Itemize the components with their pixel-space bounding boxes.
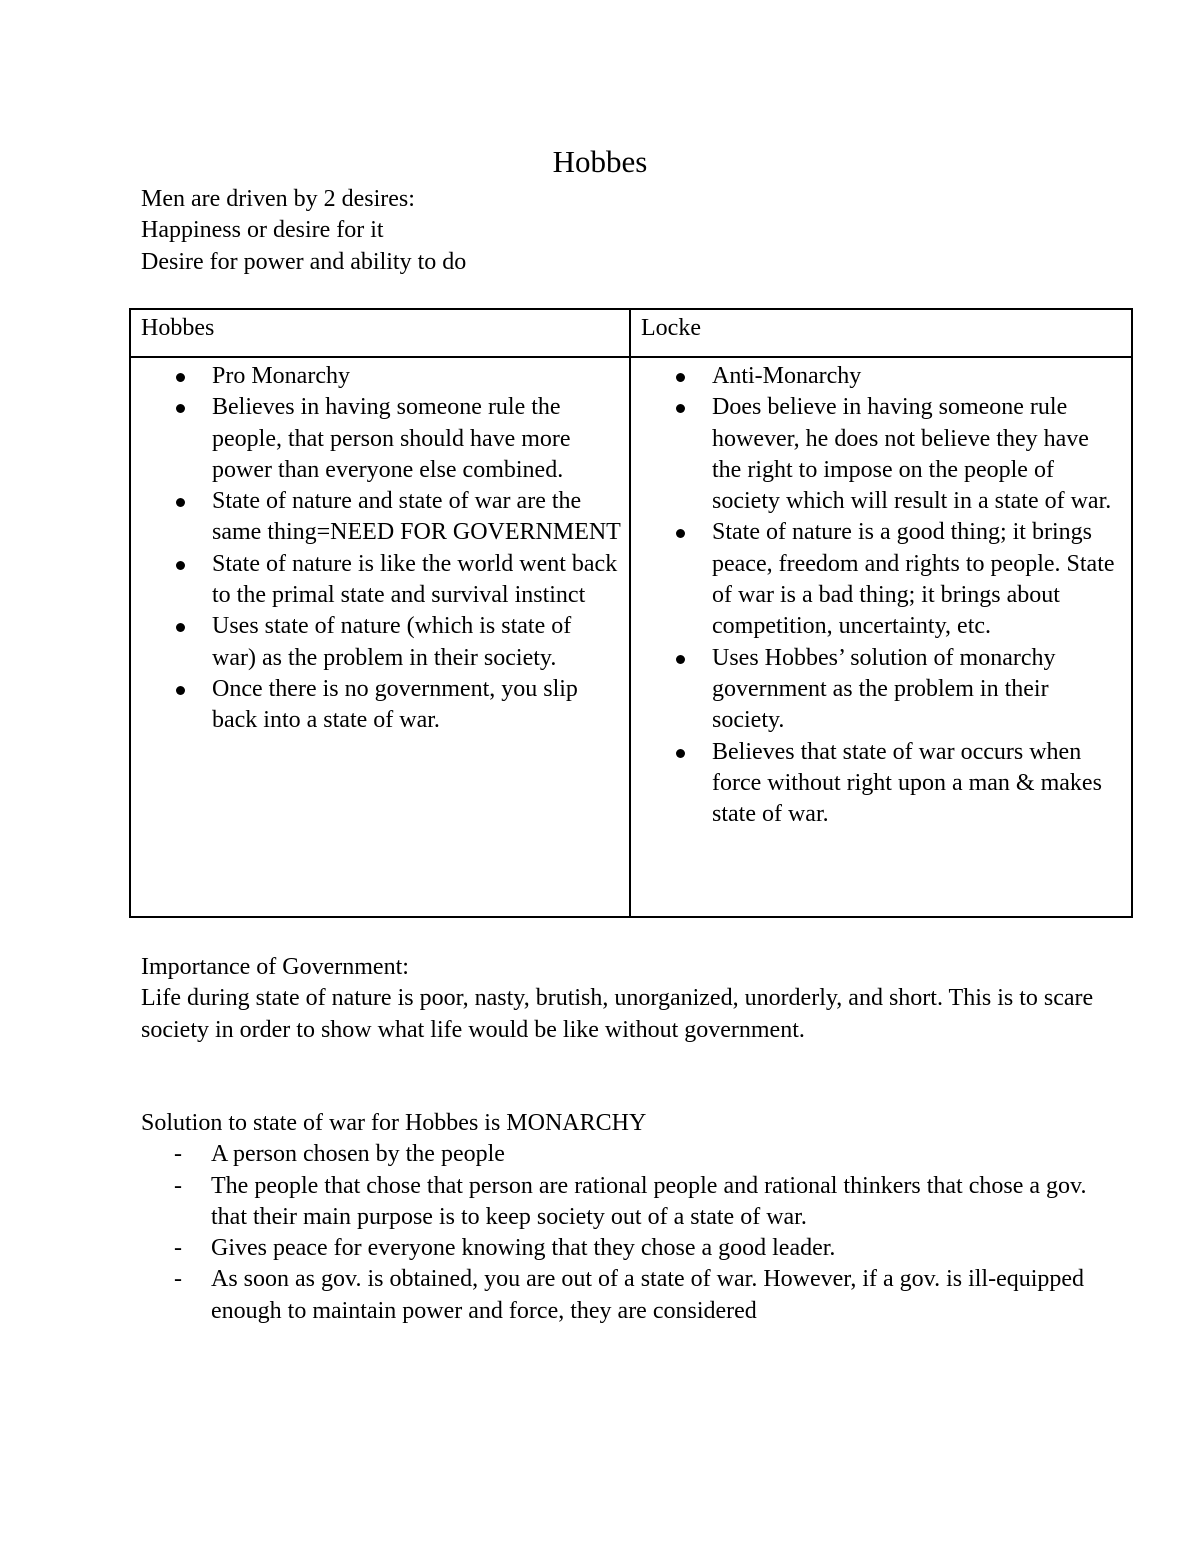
solution-list xyxy=(141,1139,1101,1327)
locke-cell xyxy=(630,357,1132,917)
bullet-icon xyxy=(176,498,185,507)
bullet-icon xyxy=(176,623,185,632)
locke-point xyxy=(631,737,1123,831)
solution-item-text: A person chosen by the people xyxy=(211,1141,505,1168)
bullet-icon xyxy=(676,529,685,538)
solution-item xyxy=(141,1171,1101,1234)
solution-item xyxy=(141,1233,1101,1264)
header-label-hobbes: Hobbes xyxy=(141,315,215,341)
hobbes-point-text: State of nature and state of war are the same thing=NEED FOR GOVERNMENT xyxy=(212,488,621,546)
bullet-icon xyxy=(176,373,185,382)
intro-block xyxy=(141,184,1121,278)
hobbes-point-text: Pro Monarchy xyxy=(212,363,350,389)
locke-point-text: Believes that state of war occurs when force without right upon a man & makes state of war. xyxy=(712,738,1102,828)
hobbes-bullet-list xyxy=(131,358,629,737)
solution-item-text: As soon as gov. is obtained, you are out of a state of war. However, if a gov. is ill-equipped enough to maintain power and force, they are considered xyxy=(211,1266,1085,1324)
locke-bullet-list xyxy=(631,358,1131,830)
hobbes-cell xyxy=(130,357,630,917)
hobbes-point xyxy=(131,611,621,674)
locke-point xyxy=(631,643,1123,737)
bullet-icon xyxy=(176,404,185,413)
locke-point-text: Anti-Monarchy xyxy=(712,363,862,389)
locke-point-text: State of nature is a good thing; it brings peace, freedom and rights to people. State of war is a bad thing; it brings about competition, uncertainty, etc. xyxy=(712,519,1115,640)
comparison-table xyxy=(129,308,1133,918)
hobbes-point xyxy=(131,486,621,549)
dash-icon: - xyxy=(174,1266,182,1293)
solution-heading: Solution to state of war for Hobbes is MONARCHY xyxy=(141,1110,647,1136)
locke-point xyxy=(631,361,1123,392)
header-cell-hobbes xyxy=(130,309,630,357)
header-label-locke: Locke xyxy=(641,315,701,341)
dash-icon: - xyxy=(174,1172,182,1199)
hobbes-point xyxy=(131,549,621,612)
importance-text: Life during state of nature is poor, nasty, brutish, unorganized, unorderly, and short. This is to scare society in order to show what life would be like without government. xyxy=(141,985,1094,1043)
intro-line: Happiness or desire for it xyxy=(141,217,384,244)
table-header-row xyxy=(130,309,1132,357)
dash-icon: - xyxy=(174,1235,182,1262)
solution-item xyxy=(141,1139,1101,1170)
solution-item-text: Gives peace for everyone knowing that they chose a good leader. xyxy=(211,1235,836,1262)
hobbes-point xyxy=(131,361,621,392)
bullet-icon xyxy=(676,749,685,758)
locke-point xyxy=(631,392,1123,517)
hobbes-point-text: State of nature is like the world went back to the primal state and survival instinct xyxy=(212,550,618,609)
page-title: Hobbes xyxy=(552,144,648,179)
hobbes-point xyxy=(131,392,621,486)
hobbes-point xyxy=(131,674,621,737)
importance-heading: Importance of Government: xyxy=(141,954,409,980)
locke-point-text: Does believe in having someone rule however, he does not believe they have the right to impose on the people of society which will result in a state of war. xyxy=(712,394,1112,515)
locke-point xyxy=(631,517,1123,642)
dash-icon: - xyxy=(174,1141,182,1168)
header-cell-locke xyxy=(630,309,1132,357)
hobbes-point-text: Believes in having someone rule the people, that person should have more power than everyone else combined. xyxy=(212,394,571,483)
table-body-row xyxy=(130,357,1132,917)
bullet-icon xyxy=(176,561,185,570)
hobbes-point-text: Once there is no government, you slip back into a state of war. xyxy=(212,675,578,734)
hobbes-point-text: Uses state of nature (which is state of war) as the problem in their society. xyxy=(212,613,572,671)
intro-line: Men are driven by 2 desires: xyxy=(141,186,415,212)
bullet-icon xyxy=(676,404,685,413)
solution-item-text: The people that chose that person are rational people and rational thinkers that chose a gov. that their main purpose is to keep society out of a state of war. xyxy=(211,1172,1087,1230)
bullet-icon xyxy=(676,655,685,664)
solution-section xyxy=(141,1108,1101,1327)
solution-item xyxy=(141,1264,1101,1327)
intro-line: Desire for power and ability to do xyxy=(141,248,467,275)
locke-point-text: Uses Hobbes’ solution of monarchy government as the problem in their society. xyxy=(712,644,1056,734)
bullet-icon xyxy=(176,686,185,695)
bullet-icon xyxy=(676,373,685,382)
importance-section xyxy=(141,952,1101,1046)
